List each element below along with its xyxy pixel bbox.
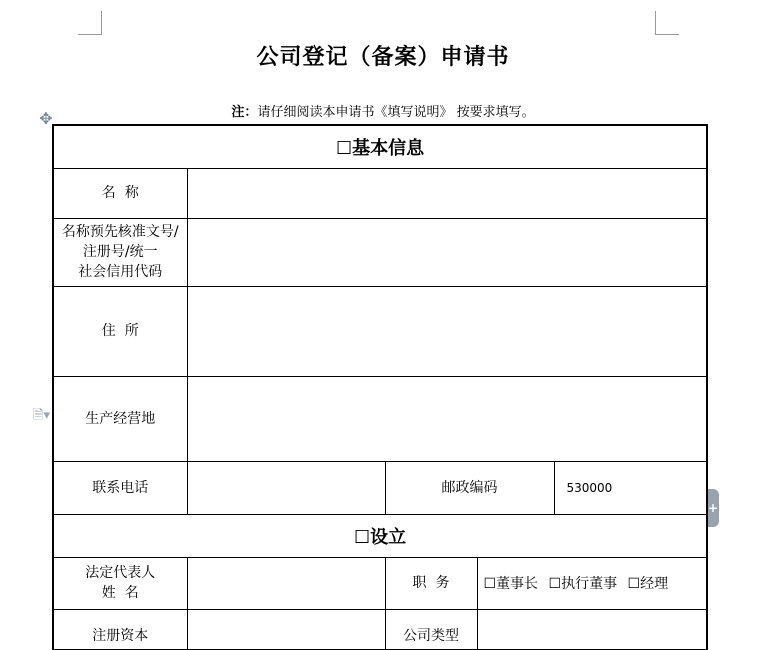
table-row [53, 557, 707, 609]
page-corner-mark [78, 11, 102, 35]
name-label: 名 称 [53, 168, 187, 218]
registration-code-label [53, 218, 187, 286]
company-type-label: 公司类型 [385, 609, 477, 649]
registration-code-field[interactable] [187, 218, 707, 286]
address-label: 住 所 [53, 286, 187, 376]
option-manager-checkbox[interactable]: ☐经理 [627, 576, 669, 592]
option-executive-director-checkbox[interactable]: ☐执行董事 [548, 576, 618, 592]
registration-code-label-line: 名称预先核准文号/ [61, 224, 179, 240]
address-field[interactable] [187, 286, 707, 376]
legal-rep-name-field[interactable] [187, 557, 385, 609]
table-move-handle-icon[interactable]: ✥ [39, 109, 53, 128]
postcode-label: 邮政编码 [385, 461, 554, 514]
position-label: 职 务 [385, 557, 477, 609]
legal-rep-label-line: 姓 名 [101, 585, 139, 601]
table-row [53, 218, 707, 286]
phone-label: 联系电话 [53, 461, 187, 514]
registration-code-label-line: 注册号/统一 [82, 244, 158, 260]
application-form-table [52, 124, 708, 650]
table-row [53, 125, 707, 168]
registered-capital-field[interactable] [187, 609, 385, 649]
business-place-label: 生产经营地 [53, 376, 187, 461]
table-row [53, 286, 707, 376]
document-title: 公司登记（备案）申请书 [256, 44, 510, 70]
add-column-tab-icon[interactable]: + [707, 489, 719, 527]
section-header-basic-info[interactable]: ☐基本信息 [53, 125, 707, 168]
legal-rep-name-label [53, 557, 187, 609]
legal-rep-label-line: 法定代表人 [85, 565, 156, 581]
table-row [53, 461, 707, 514]
paragraph-options-icon[interactable]: 🗎▾ [33, 408, 50, 423]
note-label: 注： [231, 105, 258, 120]
option-chairman-checkbox[interactable]: ☐董事长 [483, 576, 539, 592]
page-corner-mark [655, 11, 679, 35]
registered-capital-label: 注册资本 [53, 609, 187, 649]
position-options [477, 557, 707, 609]
note-text: 请仔细阅读本申请书《填写说明》 按要求填写。 [257, 105, 535, 120]
registration-code-label-line: 社会信用代码 [78, 264, 163, 280]
table-row [53, 168, 707, 218]
table-row [53, 514, 707, 557]
table-row [53, 609, 707, 649]
table-row [53, 376, 707, 461]
postcode-field[interactable]: 530000 [554, 461, 707, 514]
instruction-note [0, 101, 766, 120]
company-type-field[interactable] [477, 609, 707, 649]
name-field[interactable] [187, 168, 707, 218]
business-place-field[interactable] [187, 376, 707, 461]
section-header-setup[interactable]: ☐设立 [53, 514, 707, 557]
phone-field[interactable] [187, 461, 385, 514]
